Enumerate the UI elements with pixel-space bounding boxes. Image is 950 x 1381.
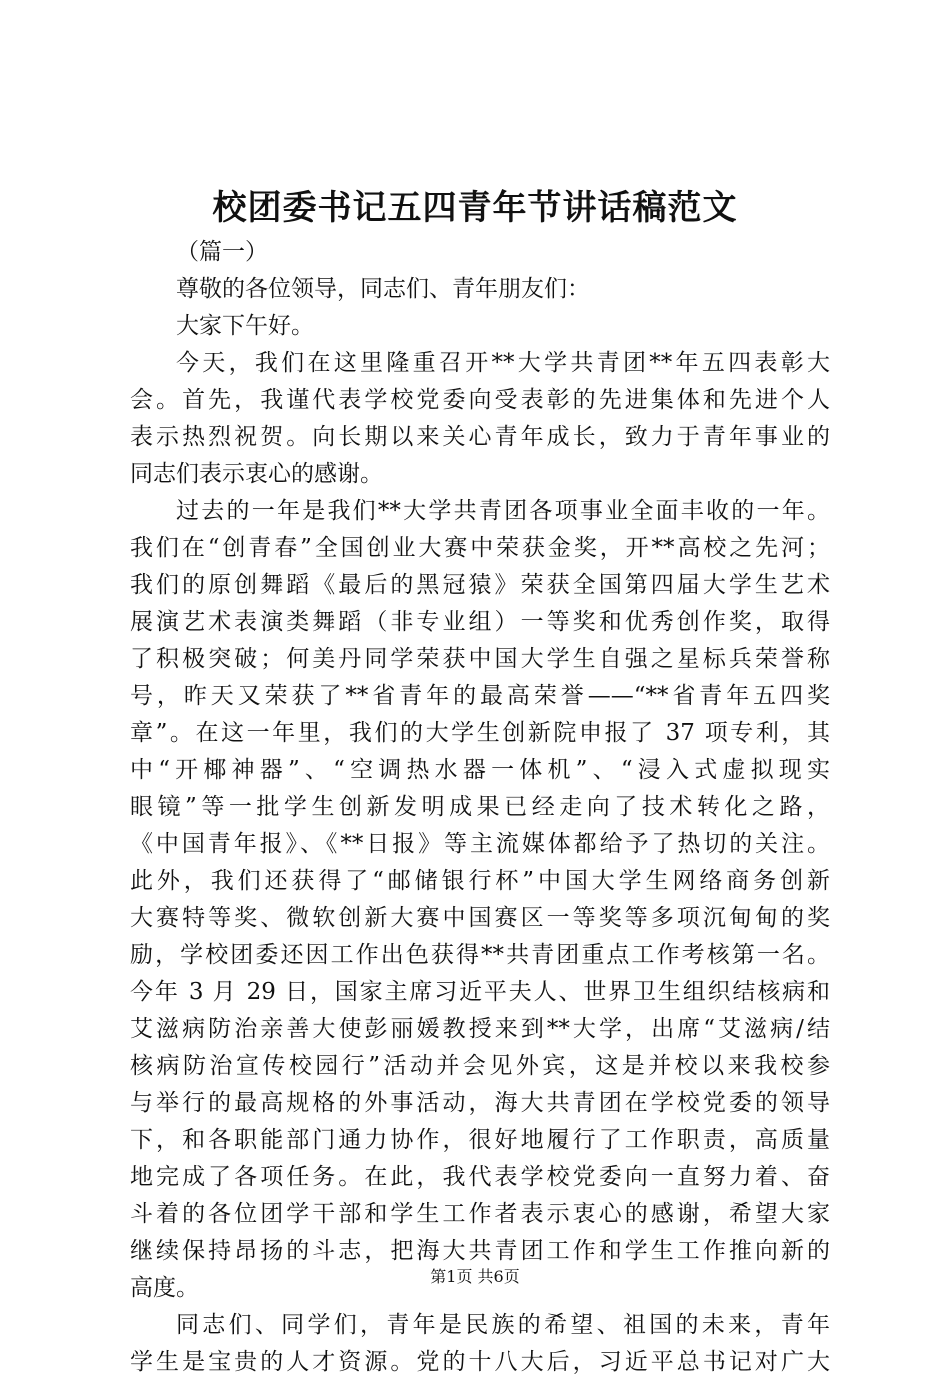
paragraph-line: 斗着的各位团学干部和学生工作者表示衷心的感谢，希望大家: [130, 1201, 830, 1227]
paragraph-line: 与举行的最高规格的外事活动，海大共青团在学校党委的领导: [130, 1090, 830, 1116]
paragraph-line: 我们的原创舞蹈《最后的黑冠猿》荣获全国第四届大学生艺术: [130, 572, 830, 598]
paragraph-line: 今天，我们在这里隆重召开**大学共青团**年五四表彰大: [176, 350, 830, 376]
paragraph-line: 眼镜”等一批学生创新发明成果已经走向了技术转化之路，: [130, 794, 830, 820]
paragraph-line: 地完成了各项任务。在此，我代表学校党委向一直努力着、奋: [130, 1164, 830, 1190]
paragraph-line: 学生是宝贵的人才资源。党的十八大后，习近平总书记对广大: [130, 1349, 830, 1375]
paragraph-line: 了积极突破；何美丹同学荣获中国大学生自强之星标兵荣誉称: [130, 646, 830, 672]
paragraph-line: 同志们表示衷心的感谢。: [130, 461, 383, 487]
paragraph-line: 同志们、同学们，青年是民族的希望、祖国的未来，青年: [176, 1312, 830, 1338]
paragraph-line: 会。首先，我谨代表学校党委向受表彰的先进集体和先进个人: [130, 387, 830, 413]
document-body: [130, 234, 830, 1381]
paragraph-line: 我们在“创青春”全国创业大赛中荣获金奖，开**高校之先河；: [130, 535, 830, 561]
paragraph-line: 高度。: [130, 1275, 199, 1301]
document-title: 校团委书记五四青年节讲话稿范文: [212, 188, 738, 228]
paragraph-line: 此外，我们还获得了“邮储银行杯”中国大学生网络商务创新: [130, 868, 830, 894]
greeting-line: 大家下午好。: [176, 313, 314, 339]
paragraph-line: 核病防治宣传校园行”活动并会见外宾，这是并校以来我校参: [130, 1053, 830, 1079]
paragraph-line: 号，昨天又荣获了**省青年的最高荣誉——“**省青年五四奖: [130, 683, 830, 709]
paragraph-line: 艾滋病防治亲善大使彭丽媛教授来到**大学，出席“艾滋病/结: [130, 1016, 830, 1042]
paragraph-line: 下，和各职能部门通力协作，很好地履行了工作职责，高质量: [130, 1127, 830, 1153]
salutation-line: 尊敬的各位领导，同志们、青年朋友们：: [176, 276, 590, 302]
paragraph-line: 中“开椰神器”、“空调热水器一体机”、“浸入式虚拟现实: [130, 757, 830, 783]
paragraph-line: 展演艺术表演类舞蹈（非专业组）一等奖和优秀创作奖，取得: [130, 609, 830, 635]
paragraph-line: 《中国青年报》、《**日报》等主流媒体都给予了热切的关注。: [130, 831, 830, 857]
paragraph-line: 励，学校团委还因工作出色获得**共青团重点工作考核第一名。: [130, 942, 830, 968]
paragraph-line: 表示热烈祝贺。向长期以来关心青年成长，致力于青年事业的: [130, 424, 830, 450]
paragraph-line: 章”。在这一年里，我们的大学生创新院申报了 37 项专利，其: [130, 720, 830, 746]
page-footer: 第1页 共6页: [430, 1267, 520, 1286]
paragraph-line: 过去的一年是我们**大学共青团各项事业全面丰收的一年。: [176, 498, 830, 524]
section-heading: （篇一）: [176, 239, 268, 265]
paragraph-line: 今年 3 月 29 日，国家主席习近平夫人、世界卫生组织结核病和: [130, 979, 830, 1005]
paragraph-line: 大赛特等奖、微软创新大赛中国赛区一等奖等多项沉甸甸的奖: [130, 905, 830, 931]
paragraph-line: 继续保持昂扬的斗志，把海大共青团工作和学生工作推向新的: [130, 1238, 830, 1264]
